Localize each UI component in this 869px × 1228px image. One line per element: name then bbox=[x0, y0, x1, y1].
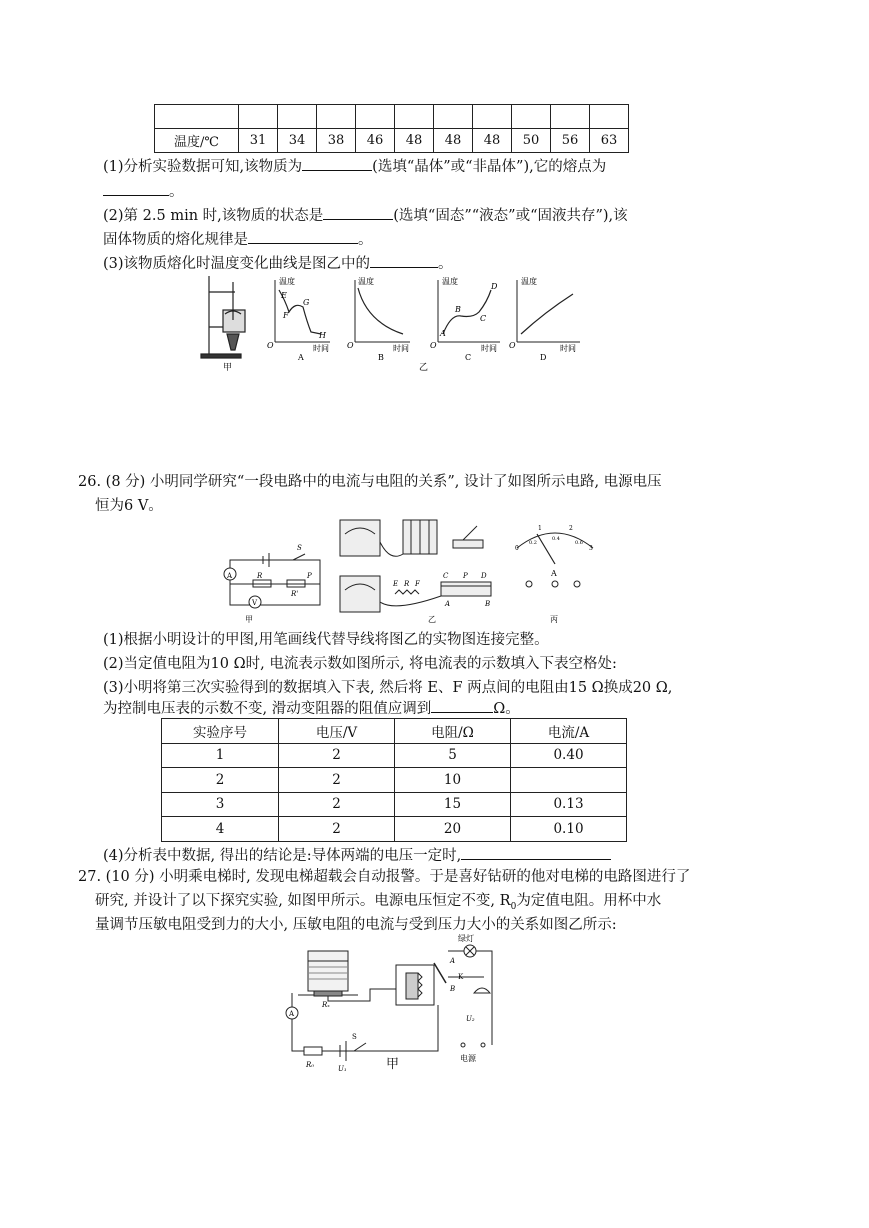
table-row bbox=[162, 768, 627, 793]
u2-label: U₂ bbox=[466, 1015, 475, 1023]
point-label: G bbox=[303, 298, 310, 307]
scale-label: 2 bbox=[569, 525, 573, 532]
text: Ω。 bbox=[493, 701, 520, 717]
graph-a-origin: O bbox=[267, 341, 274, 350]
heating-apparatus bbox=[201, 276, 245, 358]
graph-d-origin: O bbox=[509, 341, 516, 350]
table-cell: 2 bbox=[279, 792, 395, 817]
text: 研究, 并设计了以下探究实验, 如图甲所示。电源电压恒定不变, R bbox=[95, 893, 511, 909]
terminal-e: E bbox=[393, 580, 399, 588]
table-cell bbox=[511, 768, 627, 793]
q26-part2: (2)当定值电阻为10 Ω时, 电流表示数如图所示, 将电流表的示数填入下表空格处: bbox=[103, 656, 617, 672]
row-label: 温度/℃ bbox=[155, 129, 239, 153]
r0-label: R₀ bbox=[306, 1061, 315, 1069]
slider-label: P bbox=[307, 572, 312, 580]
answer-blank bbox=[461, 845, 611, 860]
dial-unit: A bbox=[551, 569, 557, 578]
text: 为控制电压表的示数不变, 滑动变阻器的阻值应调到 bbox=[103, 701, 432, 717]
q25-part1-cont bbox=[103, 181, 184, 202]
text: 。 bbox=[169, 184, 184, 200]
table-cell bbox=[155, 105, 239, 129]
graph-d-caption: D bbox=[540, 353, 547, 362]
answer-blank bbox=[103, 181, 169, 196]
text: (选填“固态”“液态”或“固液共存”),该 bbox=[393, 208, 628, 224]
terminal-a: A bbox=[445, 600, 451, 608]
table-cell: 1 bbox=[162, 743, 279, 768]
table-row bbox=[162, 743, 627, 768]
answer-blank bbox=[370, 253, 438, 268]
terminal-f: F bbox=[415, 580, 420, 588]
table-cell bbox=[395, 105, 434, 129]
text: (1)分析实验数据可知,该物质为 bbox=[103, 159, 303, 175]
contact-k: K bbox=[458, 973, 464, 981]
text: 。 bbox=[438, 256, 453, 272]
q26-part1: (1)根据小明设计的甲图,用笔画线代替导线将图乙的实物图连接完整。 bbox=[103, 632, 549, 648]
caption-bing: 丙 bbox=[550, 615, 558, 624]
caption-jia: 甲 bbox=[223, 363, 233, 373]
table-cell: 0.10 bbox=[511, 817, 627, 842]
table-cell bbox=[551, 105, 590, 129]
table-row bbox=[162, 792, 627, 817]
power-label: 电源 bbox=[460, 1054, 476, 1063]
caption-yi: 乙 bbox=[428, 615, 436, 624]
table-cell bbox=[317, 105, 356, 129]
graph-a-caption: A bbox=[298, 353, 304, 362]
scale-label: 0.2 bbox=[529, 540, 537, 546]
switch-label: S bbox=[352, 1033, 357, 1041]
graph-c-ylabel: 温度 bbox=[442, 277, 458, 286]
q26-stem-line1: 26. (8 分) 小明同学研究“一段电路中的电流与电阻的关系”, 设计了如图所示电路, 电源电压 bbox=[78, 474, 662, 490]
elevator-circuit bbox=[286, 945, 492, 1061]
scale-label: 3 bbox=[589, 545, 593, 552]
text: 。 bbox=[358, 232, 373, 248]
text: (3)该物质熔化时温度变化曲线是图乙中的 bbox=[103, 256, 371, 272]
terminal-c: C bbox=[443, 572, 449, 580]
q27-stem-line3: 量调节压敏电阻受到力的大小, 压敏电阻的电流与受到压力大小的关系如图乙所示: bbox=[95, 917, 617, 933]
figure-elevator-circuit bbox=[278, 933, 513, 1073]
text: 固体物质的熔化规律是 bbox=[103, 232, 248, 248]
text: (选填“晶体”或“非晶体”),它的熔点为 bbox=[372, 159, 607, 175]
table-cell: 20 bbox=[395, 817, 511, 842]
table-cell bbox=[434, 105, 473, 129]
answer-blank bbox=[248, 229, 358, 244]
q26-part3: (3)小明将第三次实验得到的数据填入下表, 然后将 E、F 两点间的电阻由15 Ω换成20 Ω, bbox=[103, 680, 673, 696]
caption-jia: 甲 bbox=[245, 615, 253, 624]
rx-label: Rₓ bbox=[322, 1001, 330, 1009]
ammeter-label: A bbox=[227, 572, 233, 580]
table-cell: 48 bbox=[473, 129, 512, 153]
contact-a: A bbox=[450, 957, 456, 965]
table-cell: 48 bbox=[395, 129, 434, 153]
table-cell: 0.40 bbox=[511, 743, 627, 768]
table-cell: 48 bbox=[434, 129, 473, 153]
table-cell: 3 bbox=[162, 792, 279, 817]
graph-b-ylabel: 温度 bbox=[358, 277, 374, 286]
table-cell: 50 bbox=[512, 129, 551, 153]
figure-caption-jia: 甲 bbox=[386, 1057, 400, 1072]
graph-c-caption: C bbox=[465, 353, 472, 362]
graph-d bbox=[517, 280, 580, 342]
table-cell bbox=[473, 105, 512, 129]
answer-blank bbox=[302, 156, 372, 171]
caption-yi: 乙 bbox=[419, 363, 429, 373]
point-label: A bbox=[440, 329, 446, 338]
point-label: H bbox=[319, 331, 326, 340]
graph-d-xlabel: 时间 bbox=[560, 344, 576, 353]
scale-label: 1 bbox=[538, 525, 542, 532]
q26-part3-cont bbox=[103, 698, 520, 719]
table-cell bbox=[278, 105, 317, 129]
text: 为定值电阻。用杯中水 bbox=[516, 893, 662, 909]
green-lamp-label: 绿灯 bbox=[458, 934, 474, 943]
point-label: D bbox=[491, 282, 498, 291]
table-cell: 63 bbox=[590, 129, 629, 153]
table-cell: 15 bbox=[395, 792, 511, 817]
table-cell: 5 bbox=[395, 743, 511, 768]
point-label: E bbox=[281, 291, 287, 300]
answer-blank bbox=[323, 205, 393, 220]
column-header: 电阻/Ω bbox=[395, 719, 511, 744]
q27-stem-line1: 27. (10 分) 小明乘电梯时, 发现电梯超载会自动报警。于是喜好钻研的他对电梯的电路图进行了 bbox=[78, 869, 691, 885]
ammeter-label: A bbox=[289, 1010, 295, 1018]
table-cell: 2 bbox=[279, 743, 395, 768]
table-row bbox=[155, 129, 629, 153]
scale-label: 0.4 bbox=[552, 536, 560, 542]
table-cell bbox=[512, 105, 551, 129]
schematic-jia bbox=[224, 553, 320, 608]
column-header: 实验序号 bbox=[162, 719, 279, 744]
column-header: 电流/A bbox=[511, 719, 627, 744]
subscript: 0 bbox=[510, 901, 517, 912]
table-cell: 2 bbox=[279, 768, 395, 793]
graph-b-caption: B bbox=[378, 353, 384, 362]
point-label: C bbox=[480, 314, 487, 323]
table-cell: 56 bbox=[551, 129, 590, 153]
q27-stem-line2 bbox=[95, 891, 661, 917]
table-cell bbox=[356, 105, 395, 129]
graph-b bbox=[355, 280, 410, 342]
graph-a-ylabel: 温度 bbox=[279, 277, 295, 286]
table-cell: 2 bbox=[162, 768, 279, 793]
graph-b-xlabel: 时间 bbox=[393, 344, 409, 353]
switch-label: S bbox=[297, 544, 302, 552]
voltmeter-label: V bbox=[252, 599, 258, 607]
graph-d-ylabel: 温度 bbox=[521, 277, 537, 286]
table-row bbox=[162, 817, 627, 842]
table-cell: 38 bbox=[317, 129, 356, 153]
terminal-d: D bbox=[481, 572, 487, 580]
answer-blank bbox=[431, 698, 493, 713]
point-label: B bbox=[455, 305, 461, 314]
table-cell: 0.13 bbox=[511, 792, 627, 817]
figure-melting-graphs bbox=[195, 272, 590, 374]
resistor-r: R bbox=[404, 580, 410, 588]
text: (4)分析表中数据, 得出的结论是:导体两端的电压一定时, bbox=[103, 848, 462, 864]
experiment-table bbox=[161, 718, 627, 842]
apparatus-yi bbox=[340, 520, 491, 612]
table-cell: 4 bbox=[162, 817, 279, 842]
q25-part2-cont bbox=[103, 229, 373, 250]
figure-circuit bbox=[215, 512, 620, 626]
table-cell bbox=[239, 105, 278, 129]
graph-c-origin: O bbox=[430, 341, 437, 350]
slider-p: P bbox=[463, 572, 468, 580]
point-label: F bbox=[283, 311, 289, 320]
table-cell: 2 bbox=[279, 817, 395, 842]
table-cell: 10 bbox=[395, 768, 511, 793]
graph-a-xlabel: 时间 bbox=[313, 344, 329, 353]
graph-b-origin: O bbox=[347, 341, 354, 350]
table-cell: 46 bbox=[356, 129, 395, 153]
table-cell bbox=[590, 105, 629, 129]
temperature-table bbox=[154, 104, 629, 153]
scale-label: 0.6 bbox=[575, 540, 583, 546]
q26-stem-line2: 恒为6 V。 bbox=[95, 498, 163, 514]
u1-label: U₁ bbox=[338, 1065, 347, 1073]
column-header: 电压/V bbox=[279, 719, 395, 744]
rheostat-label: R' bbox=[291, 590, 299, 598]
table-header-row bbox=[162, 719, 627, 744]
table-cell: 34 bbox=[278, 129, 317, 153]
graph-c-xlabel: 时间 bbox=[481, 344, 497, 353]
scale-label: 0 bbox=[515, 545, 519, 552]
table-row bbox=[155, 105, 629, 129]
resistor-label: R bbox=[257, 572, 263, 580]
q25-part3 bbox=[103, 253, 453, 274]
contact-b: B bbox=[450, 985, 456, 993]
q26-part4 bbox=[103, 845, 611, 866]
table-cell: 31 bbox=[239, 129, 278, 153]
text: (2)第 2.5 min 时,该物质的状态是 bbox=[103, 208, 324, 224]
terminal-b: B bbox=[485, 600, 491, 608]
q25-part2 bbox=[103, 205, 628, 226]
q25-part1 bbox=[103, 156, 606, 177]
